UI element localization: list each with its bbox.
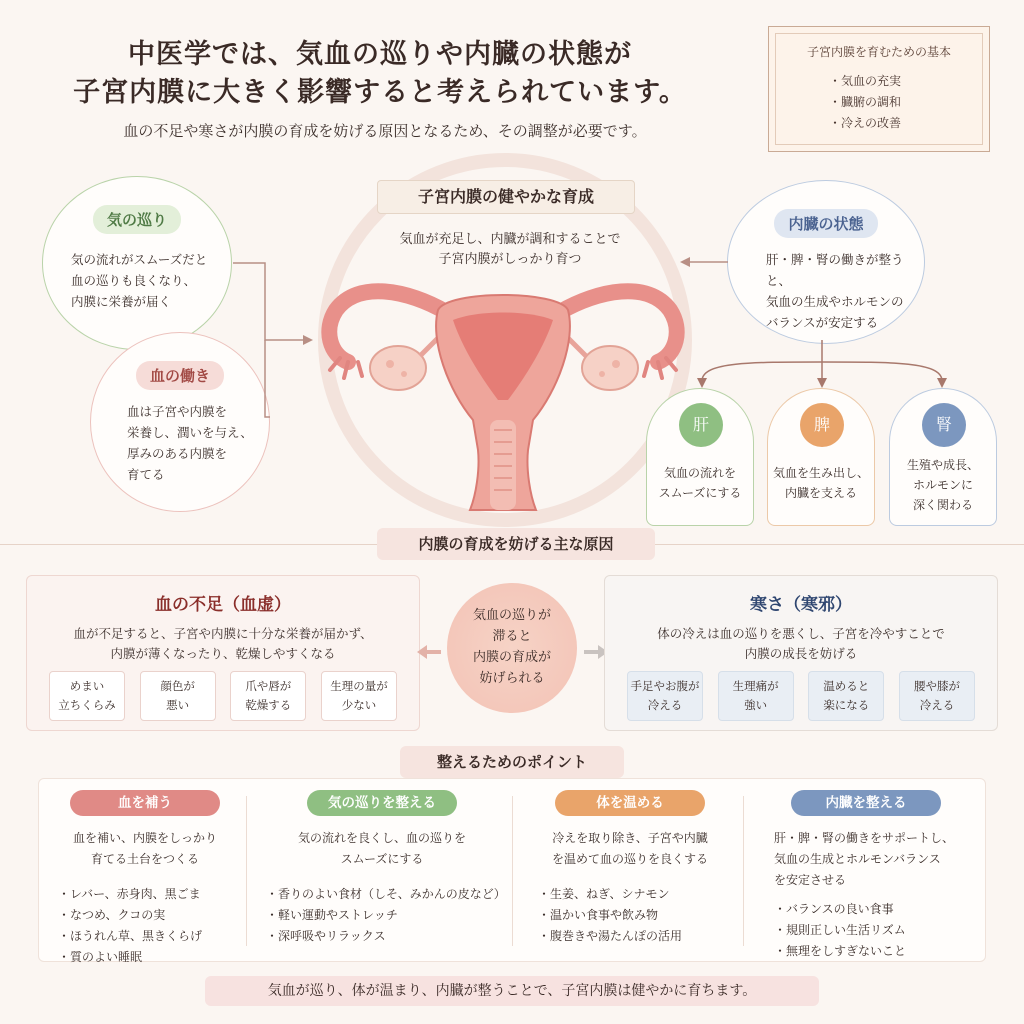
organ-line: 気血の生成やホルモンの [766,294,904,309]
point-desc-line: 気血の生成とホルモンバランス [774,852,941,866]
point-column-blood [40,790,250,968]
point-desc-line: 育てる土台をつくる [90,852,199,866]
symptom-tag: めまい 立ちくらみ [49,671,125,721]
footer-message: 気血が巡り、体が温まり、内臓が整うことで、子宮内膜は健やかに育ちます。 [205,976,819,1006]
basics-item: ・気血の充実 [829,74,902,88]
title-line-2: 子宮内膜に大きく影響すると考えられています。 [73,77,687,108]
center-circle-line: 気血の巡りが [472,608,551,623]
spleen-line: 気血を生み出し、 [772,466,869,480]
cause-blood-deficiency [26,575,420,731]
cause-cold [604,575,998,731]
point-item: ・質のよい睡眠 [58,950,143,964]
point-item: ・規則正しい生活リズム [774,923,906,937]
liver-badge: 肝 [679,403,723,447]
organ-to-center-arrow [680,255,730,269]
kidney-line: 生殖や成長、 [906,458,979,472]
center-circle-line: 妨げられる [479,671,545,686]
point-label: 血を補う [70,790,220,816]
subtitle: 血の不足や寒さが内膜の育成を妨げる原因となるため、その調整が必要です。 [123,122,647,140]
qi-line: 血の巡りも良くなり、 [71,273,197,288]
point-desc-line: を安定させる [774,873,847,887]
organ-card-liver [646,388,754,526]
kidney-line: 深く関わる [912,498,973,512]
center-desc-line-2: 子宮内膜がしっかり育つ [438,252,582,267]
uterus-illustration [318,270,688,520]
symptom-tag: 爪や唇が 乾燥する [230,671,306,721]
symptom-tag: 生理痛が 強い [718,671,794,721]
organ-circle [727,180,925,344]
point-item: ・バランスの良い食事 [774,902,894,916]
kidney-badge: 腎 [922,403,966,447]
qi-line: 内膜に栄養が届く [71,294,172,309]
point-label: 内臓を整える [791,790,941,816]
point-item: ・深呼吸やリラックス [266,929,386,943]
arrow-left-icon [415,642,445,662]
center-circle-line: 滞ると [492,629,532,644]
qi-line: 気の流れがスムーズだと [71,252,208,267]
point-item: ・温かい食事や飲み物 [538,908,659,922]
liver-line: 気血の流れを [663,466,736,480]
divider-line [655,544,1024,545]
qi-label: 気の巡り [93,205,181,234]
cause-center-circle [447,583,577,713]
kidney-line: ホルモンに [912,478,973,492]
spleen-line: 内臓を支える [784,486,857,500]
symptom-tag: 腰や膝が 冷える [899,671,975,721]
cause-blood-desc-2: 内膜が薄くなったり、乾燥しやすくなる [110,646,336,661]
organ-branch-arrows [690,340,960,390]
point-item: ・レバー、赤身肉、黒ごま [58,887,201,901]
blood-line: 厚みのある内膜を [127,446,228,461]
point-item: ・腹巻きや湯たんぽの活用 [538,929,683,943]
point-desc-line: スムーズにする [340,852,424,866]
point-desc-line: 肝・脾・腎の働きをサポートし、 [774,831,955,845]
organ-line: バランスが安定する [766,315,879,330]
point-item: ・無理をしすぎないこと [774,944,907,958]
basics-title: 子宮内膜を育むための基本 [806,45,951,59]
blood-label: 血の働き [136,361,224,390]
point-item: ・なつめ、クコの実 [58,908,166,922]
point-desc-line: を温めて血の巡りを良くする [551,852,708,866]
liver-line: スムーズにする [658,486,742,500]
symptom-tag: 生理の量が 少ない [321,671,397,721]
point-desc-line: 冷えを取り除き、子宮や内臓 [552,831,708,845]
organ-card-spleen [767,388,875,526]
points-section-title: 整えるためのポイント [400,746,624,778]
point-item: ・軽い運動やストレッチ [266,908,398,922]
causes-section-title: 内膜の育成を妨げる主な原因 [377,528,655,560]
point-item: ・生姜、ねぎ、シナモン [538,887,670,901]
point-label: 体を温める [555,790,705,816]
center-circle-line: 内膜の育成が [472,650,551,665]
basics-item: ・冷えの改善 [829,116,902,130]
spleen-badge: 脾 [800,403,844,447]
cause-cold-desc-1: 体の冷えは血の巡りを悪くし、子宮を冷やすことで [657,626,945,641]
organ-line: 肝・脾・腎の働きが整うと、 [766,252,904,288]
divider-line [0,544,377,545]
symptom-tag: 温めると 楽になる [808,671,884,721]
column-divider [246,796,247,946]
point-label: 気の巡りを整える [307,790,457,816]
title-line-1: 中医学では、気血の巡りや内臓の状態が [128,39,632,70]
center-desc-line-1: 気血が充足し、内臓が調和することで [399,232,621,247]
organ-card-kidney [889,388,997,526]
point-desc-line: 気の流れを良くし、血の巡りを [297,831,466,845]
organ-label: 内臓の状態 [774,209,877,238]
symptom-tag: 手足やお腹が 冷える [627,671,703,721]
cause-cold-title: 寒さ（寒邪） [750,595,852,615]
left-connector-arrows [225,255,315,425]
cause-blood-desc-1: 血が不足すると、子宮や内膜に十分な栄養が届かず、 [73,626,373,641]
cause-cold-desc-2: 内膜の成長を妨げる [744,646,858,661]
point-column-warm [520,790,740,947]
basics-box [768,26,990,152]
blood-line: 育てる [127,467,165,482]
basics-list [829,71,901,134]
cause-blood-title: 血の不足（血虚） [155,595,291,615]
point-item: ・ほうれん草、黒きくらげ [58,929,203,943]
basics-item: ・臓腑の調和 [829,95,902,109]
column-divider [743,796,744,946]
qi-circle [42,176,232,350]
point-column-qi [262,790,506,947]
point-column-organ [752,790,980,962]
symptom-tag: 顔色が 悪い [140,671,216,721]
center-title: 子宮内膜の健やかな育成 [377,180,635,214]
point-item: ・香りのよい食材（しそ、みかんの皮など） [266,887,506,901]
blood-line: 血は子宮や内膜を [127,404,228,419]
column-divider [512,796,513,946]
point-desc-line: 血を補い、内膜をしっかり [72,831,217,845]
blood-line: 栄養し、潤いを与え、 [127,425,253,440]
